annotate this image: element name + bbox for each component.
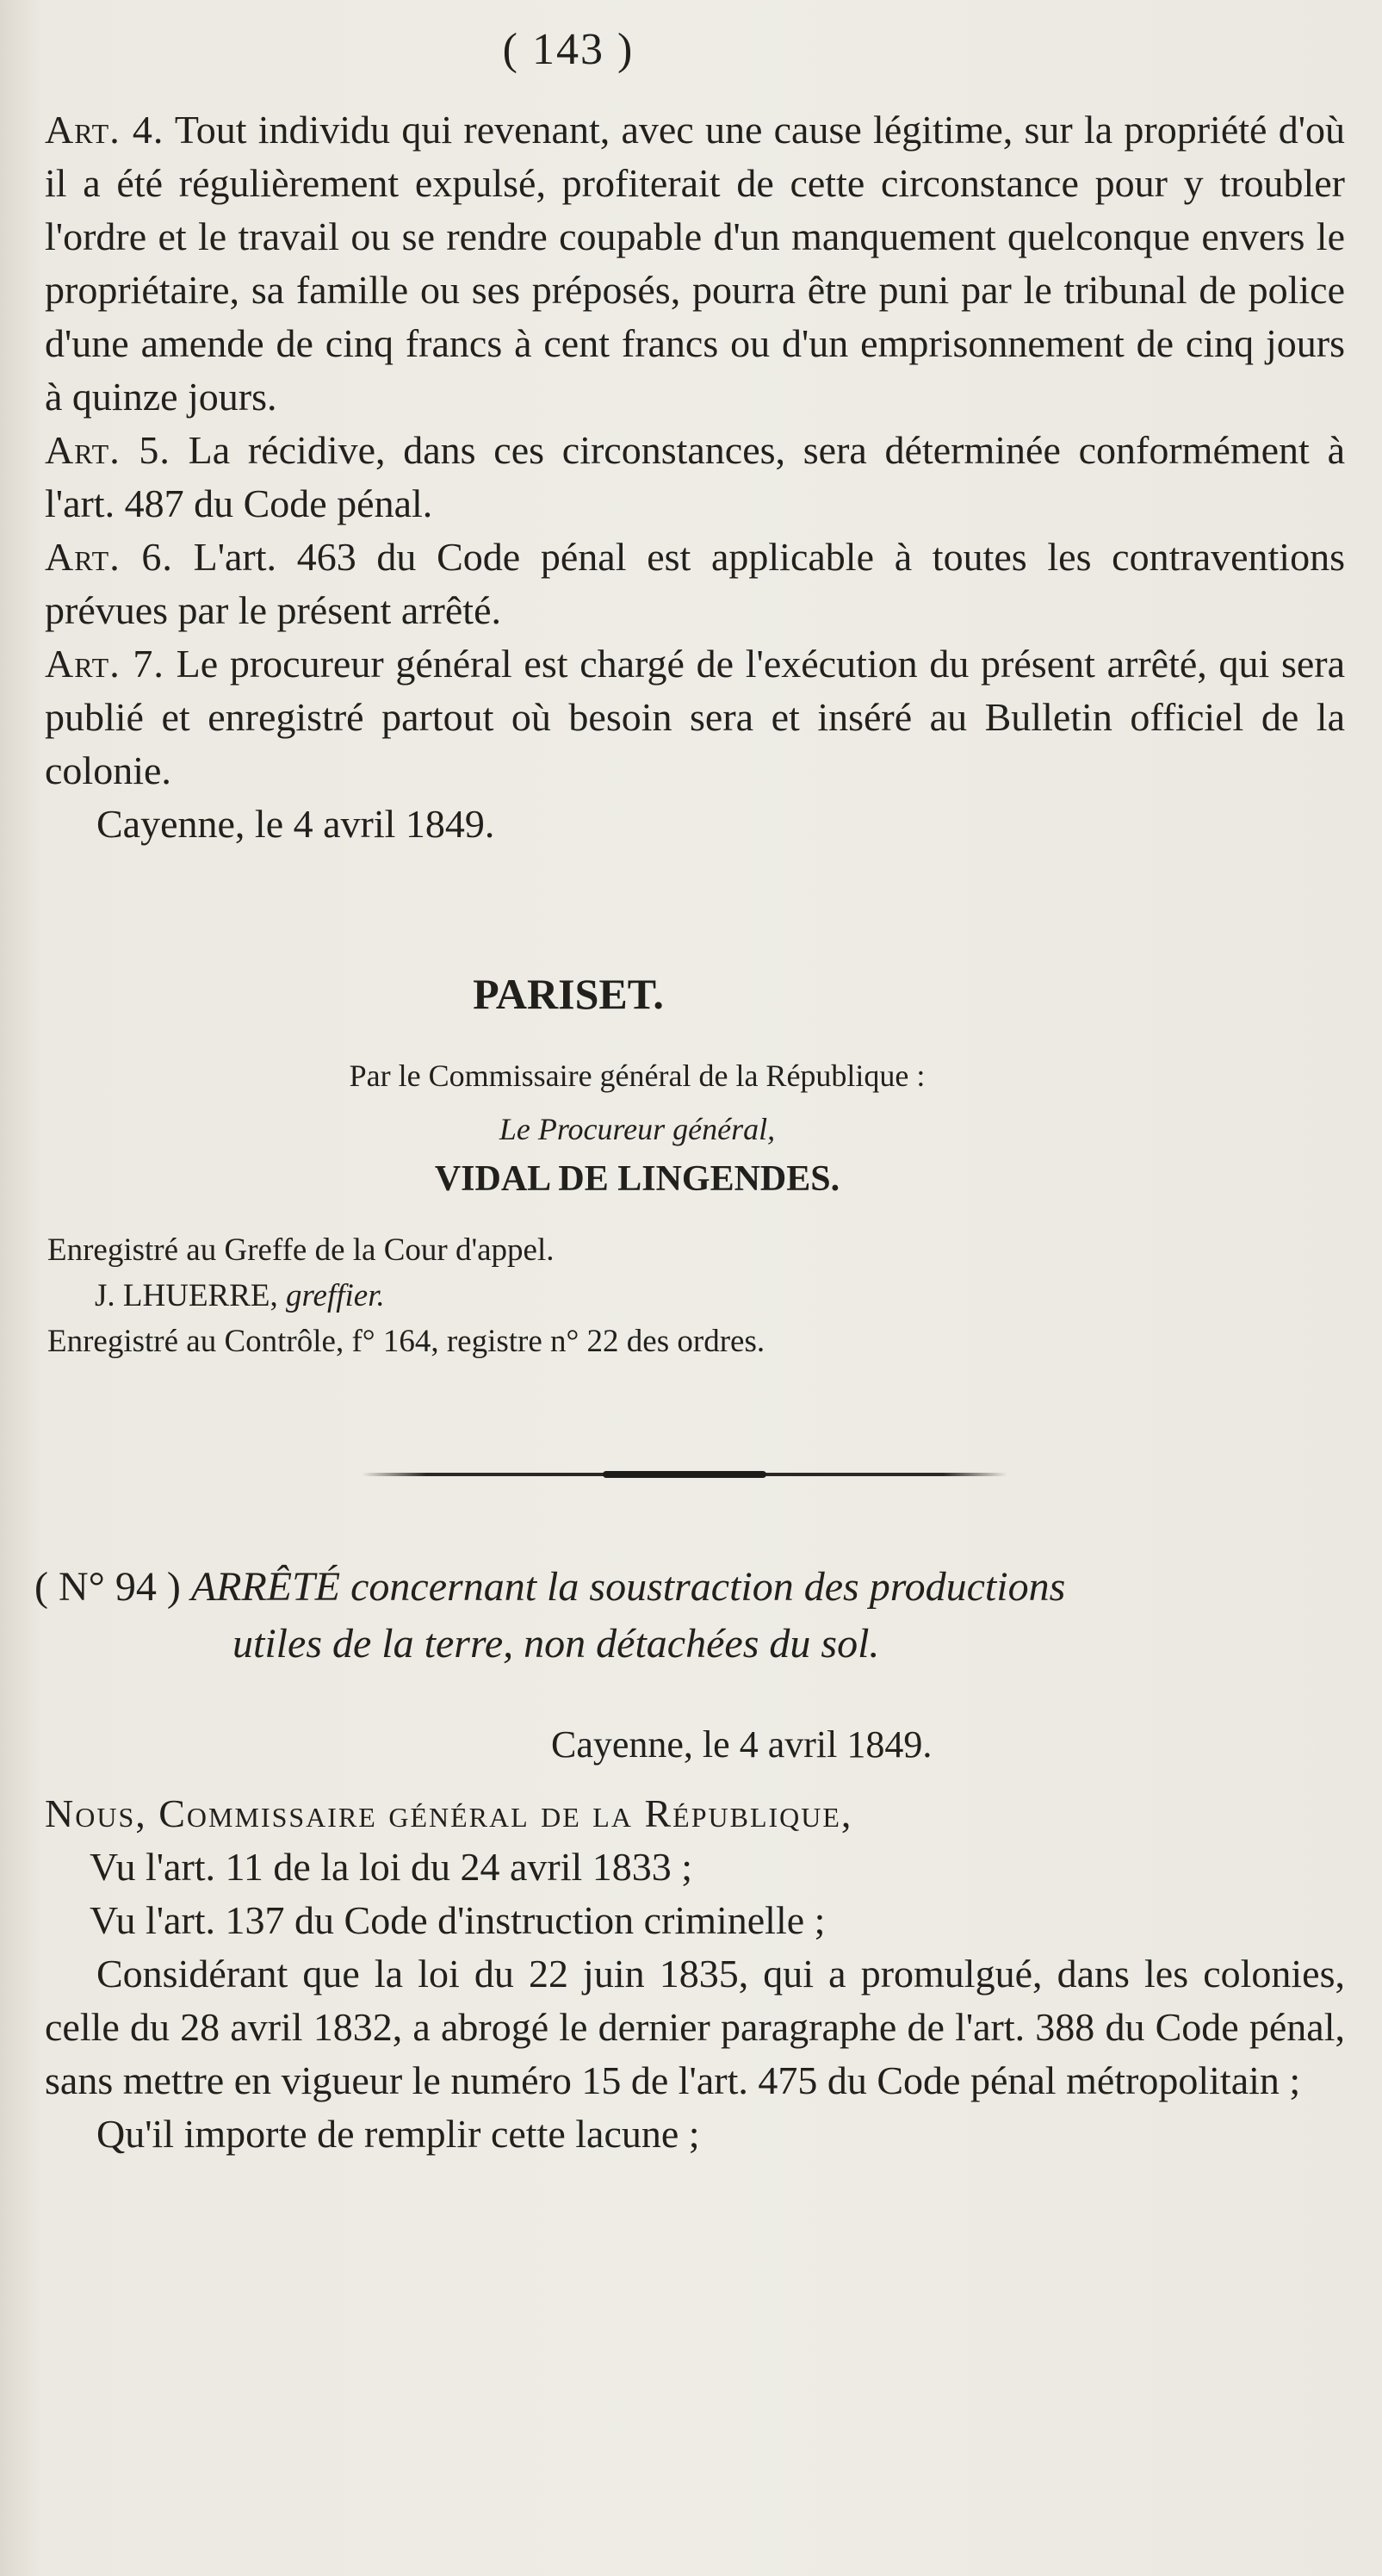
articles-block — [45, 103, 1345, 851]
procureur-title: Le Procureur général, — [499, 1112, 776, 1146]
article-label: Art. 7. — [45, 642, 164, 686]
consideration-2: Vu l'art. 137 du Code d'instruction criminelle ; — [90, 1898, 826, 1942]
greffier-name: J. LHUERRE, — [95, 1278, 278, 1313]
decree-heading — [34, 1559, 1369, 1673]
decree-number: ( N° 94 ) — [34, 1564, 181, 1610]
decree-title-line-1: ARRÊTÉ concernant la soustraction des productions — [190, 1564, 1066, 1610]
article-6 — [45, 531, 1345, 637]
greffier-title: greffier. — [286, 1278, 385, 1313]
article-text: La récidive, dans ces circonstances, sera déterminée conformément à l'art. 487 du Code pénal. — [45, 428, 1345, 525]
consideration-4: Qu'il importe de remplir cette lacune ; — [96, 2112, 700, 2156]
greffier-line — [95, 1277, 385, 1314]
signer-name: PARISET. — [473, 970, 664, 1018]
decree-body — [45, 1787, 1345, 2161]
greffe-line: Enregistré au Greffe de la Cour d'appel. — [47, 1232, 555, 1268]
decree-title-line-2: utiles de la terre, non détachées du sol. — [232, 1621, 880, 1667]
closing-place-date: Cayenne, le 4 avril 1849. — [96, 802, 495, 846]
procureur-name: VIDAL DE LINGENDES. — [434, 1159, 840, 1199]
article-label: Art. 5. — [45, 428, 170, 472]
section-divider — [362, 1473, 1007, 1476]
by-line: Par le Commissaire général de la République : — [349, 1058, 926, 1093]
consideration-1: Vu l'art. 11 de la loi du 24 avril 1833 ; — [90, 1845, 693, 1889]
article-text: Tout individu qui revenant, avec une cause légitime, sur la propriété d'où il a été régulièrement expulsé, profiterait de cette circonstance pour y troubler l'ordre et le travail ou se rendre coupable d'un manquement quelconque envers le propriétaire, sa famille ou ses préposés, pourra être puni par le tribunal de police d'une amende de cinq francs à cent francs ou d'un emprisonnement de cinq jours à quinze jours. — [45, 108, 1345, 419]
article-label: Art. 6. — [45, 535, 173, 579]
article-text: Le procureur général est chargé de l'exécution du présent arrêté, qui sera publié et enregistré partout où besoin sera et inséré au Bulletin officiel de la colonie. — [45, 642, 1346, 792]
article-label: Art. 4. — [45, 108, 164, 152]
decree-authority: Nous, Commissaire général de la République, — [45, 1791, 853, 1835]
article-text: L'art. 463 du Code pénal est applicable à toutes les contraventions prévues par le présent arrêté. — [45, 535, 1345, 632]
decree-place-date: Cayenne, le 4 avril 1849. — [551, 1723, 933, 1766]
controle-line: Enregistré au Contrôle, f° 164, registre n° 22 des ordres. — [47, 1324, 765, 1359]
consideration-3: Considérant que la loi du 22 juin 1835, qui a promulgué, dans les colonies, celle du 28 avril 1832, a abrogé le dernier paragraphe de l'art. 388 du Code pénal, sans mettre en vigueur le numéro 15 de l'art. 475 du Code pénal métropolitain ; — [45, 1952, 1345, 2102]
article-7 — [45, 637, 1345, 798]
article-5 — [45, 424, 1345, 531]
article-4 — [45, 103, 1345, 424]
page-number: ( 143 ) — [502, 25, 635, 74]
